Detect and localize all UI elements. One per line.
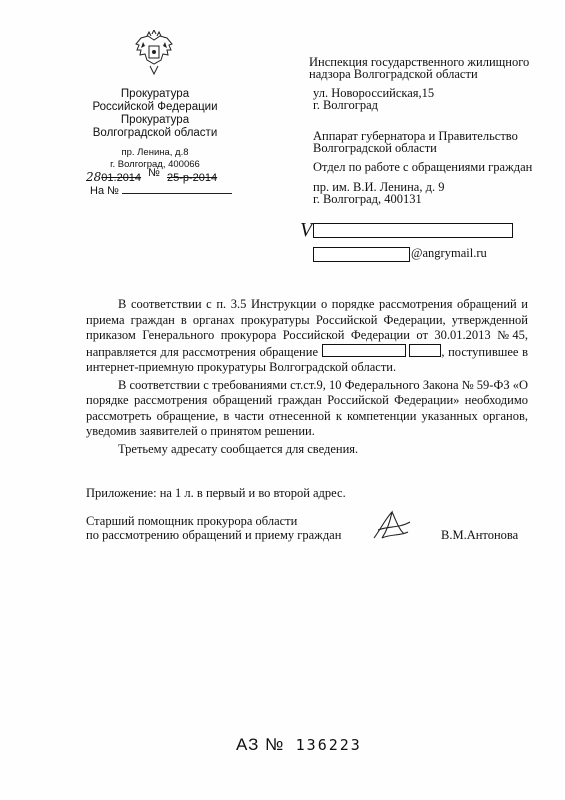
sender-org-line: Прокуратура	[120, 88, 190, 100]
sender-org-line: Прокуратура	[120, 114, 190, 126]
body-paragraph-1	[86, 297, 528, 376]
body-paragraph-2: В соответствии с требованиями ст.ст.9, 10 Федерального Закона № 59-ФЗ «О порядке рассмотрения обращений граждан Российской Федерации» необходимо рассмотреть обращение, в части отнесенной к компетенции указанных органов, уведомив заявителей о принятом решении.	[86, 377, 528, 438]
outgoing-date: 01.2014	[101, 172, 142, 184]
serial-series: АЗ №	[236, 735, 285, 754]
addressee1-line: ул. Новороссийская,15	[313, 86, 435, 100]
outgoing-number-label: №	[148, 167, 160, 179]
signatory-name: В.М.Антонова	[441, 528, 519, 542]
addressee3-email-domain: @angrymail.ru	[411, 246, 487, 260]
body-paragraph-3: Третьему адресату сообщается для сведения.	[118, 441, 359, 456]
sender-org-line: Российской Федерации	[92, 101, 218, 113]
handwritten-check-mark: V	[300, 219, 313, 241]
handwritten-signature	[370, 508, 414, 542]
attachment-note: Приложение: на 1 л. в первый и во второй адрес.	[86, 486, 346, 500]
addressee2-line: Волгоградской области	[313, 141, 437, 155]
addressee2-line: г. Волгоград, 400131	[313, 192, 422, 206]
reference-line	[90, 184, 232, 197]
reference-blank	[122, 184, 232, 194]
serial-number: 136223	[295, 736, 362, 754]
redacted-name	[313, 223, 513, 238]
document-serial	[236, 735, 362, 755]
addressee2-line: пр. им. В.И. Ленина, д. 9	[313, 180, 445, 194]
signatory-position	[86, 514, 341, 542]
body-paragraph-1-tail: , поступившее в интернет-приемную прокуратуры Волгоградской области.	[86, 344, 528, 374]
addressee2-line: Аппарат губернатора и Правительство	[313, 129, 518, 143]
sender-address-line: пр. Ленина, д.8	[121, 147, 189, 158]
coat-of-arms-icon	[133, 30, 175, 78]
addressee1-line: надзора Волгоградской области	[309, 67, 478, 81]
handwritten-date-day: 28	[86, 170, 102, 184]
redacted-applicant-b	[409, 344, 441, 357]
body-paragraph-1-text: В соответствии с п. 3.5 Инструкции о порядке рассмотрения обращений и приема граждан в органах прокуратуры Российской Федерации, утвержденной приказом Генерального прокурора Российской Федерации от 30.01.2013 №45, направляется для рассмотрения обращение	[86, 297, 528, 359]
redacted-applicant-a	[322, 344, 406, 357]
reference-label: На №	[90, 185, 119, 197]
addressee1-line: Инспекция государственного жилищного	[309, 55, 530, 69]
outgoing-number: 25-р-2014	[166, 172, 218, 184]
sender-org-line: Волгоградской области	[92, 127, 218, 139]
addressee2-line: Отдел по работе с обращениями граждан	[313, 160, 533, 174]
outgoing-date-line	[86, 167, 218, 184]
sender-block	[60, 88, 250, 171]
redacted-email-user	[313, 247, 410, 262]
signatory-position-line: по рассмотрению обращений и приему граждан	[86, 528, 342, 542]
letter-body	[86, 297, 528, 457]
addressee1-line: г. Волгоград	[313, 98, 378, 112]
sender-address-line: г. Волгоград, 400066	[110, 159, 200, 170]
signatory-position-line: Старший помощник прокурора области	[86, 514, 298, 528]
